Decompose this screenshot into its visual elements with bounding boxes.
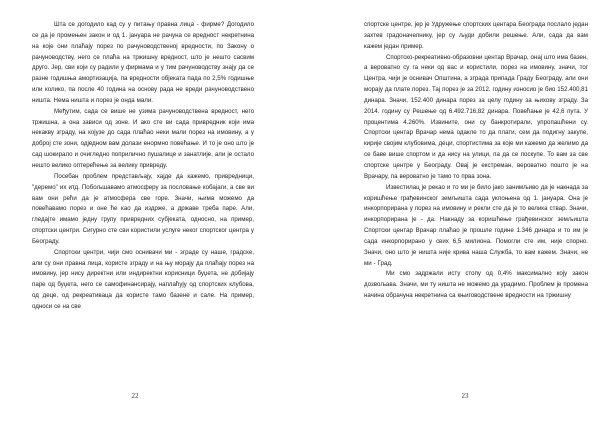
left-paragraph-2: Међутим, сада се више не узима рачуноводствена вредност, него тржишна, а она зависи од зоне. И ако сте ви сада привредник који има некакву зграду, на којузе до сада плаћао неки мали порез на имовину, а у доброј сте зони, одједном вам долази енормно повећање. И то је оно што је сад шокирало и очигледно поприлично пушалице и занатлије, али је остало нешто велико оптерећење за велику привреду.: [32, 107, 254, 169]
left-page-number: 22: [131, 392, 139, 400]
gutter: [298, 0, 299, 424]
right-paragraph-4: Ми смо задржали исту стопу од 0,4% максимално коју закон дозвољава. Значи, ми ту ништа не можемо да урадимо. Проблем је промена начина обрачуна некретнина са књиговодствене вредности на тржишну: [364, 270, 588, 300]
left-page: [0, 0, 270, 424]
right-page-number: 23: [461, 392, 469, 400]
left-paragraph-4: Спортски центри, чији смо оснивачи ми - зграде су наше, градске, али су они правна лица, користе зграду и на њу морају да плаћају порез на имовину, јер нису директни или индиректни корисници буџета, не добијају паре од буџета, него се самофинансирају, наплаћују од спортских клубова, од деце, од рекреативаца да користе тамо базене и сале. На пример, односи се на све: [32, 248, 254, 310]
right-paragraph-2: Спортско-рекреативно-образовни центар Врачар, онај што има базен, а вероватно су га неки од вас и користили, порез на имовину, значи, тог Центра, чији је оснивач Општина, а зграда припада Граду Београду, али они морају да плате порез. Тај порез је за 2012. годину износио је био 152.400,81 динара. Значи, 152.400 динара порез за целу годину за њихову зграду. За 2014. годину су Решење од 6.492.716,82 динара. Повећање је 42,6 пута. У процентима 4.260%. Извините, они су банкротирали, упропашћени су. Спортски центар Врачар нема одакле то да плати, сем да подигну закупе, кирије својим клубовима, деци, спортистима за које ми кажемо да желимо да се баве више спортом и да нису на улици, па да се поскупе. То вам за све спортске центре у Београду. Овај је екстреман, вероватно пошто је на Врачару, па вероватно је тамо то прва зона.: [364, 53, 588, 180]
left-paragraph-3: Посебан проблем представљају, хајде да кажемо, привредници, "деремо" их итд. Побољшавамо атмосферу за пословање кобајаги, а све ви вам они рећи да је атмосфера све горе. Значи, њима можемо да повећавамо порез и оне ће као да издрже, а државе треба паре. Али, гледајте имамо једну групу привредних субјеката, односно, на пример, спортски центри. Сигурно сте сви користили услуге неког спортског центра у Београду.: [32, 172, 254, 245]
left-paragraph-1: Шта се догодило кад су у питању правна лица - фирме? Догодило се да је промењен закон и од 1. јануара не рачуна се вредност некретнина на које они плаћају порез по рачуноводственој вредности, по Закону о рачуноводству, него се плаћа на тржишну вредност, што је нешто сасвим друго. Јер, сви који су радили у фирмама и у тим рачуноводству знају да се разне годишња амортизација, па вредности објеката пада по 2,5% годишње или колико, па после 40 година на основу рада не вреди рачуноводствено ништа. Нема ништа и порез је онда мали.: [32, 21, 254, 104]
right-paragraph-3: Известилац је рекао и то ми је било јако занимљиво да је накнада за коришћење грађевинског земљишта сада уклоњена од 1. јануара. Она је инкорпорирана у порез на имовину и рекли сте да је то велика ствар. Значи, инкорпорирана је - да. Накнаду за коришћење грађевинског земљишта Спортски центар Врачар плаћао је прошле године 1.346 динара и то им је сада инкорпорирано у свих 6,5 милиона. Помогли сте им, није спорно. Значи, оно што је ништа није крива наша Служба, то вам кажем. Значи, не ми - Град.: [364, 183, 588, 267]
right-paragraph-1: спортске центре, јер је Удружење спортских центара Београда послало један захтев градоначелнику, јер су људи добили решење. Али, сада да вам кажем један пример.: [364, 21, 588, 50]
right-page: [330, 0, 600, 424]
